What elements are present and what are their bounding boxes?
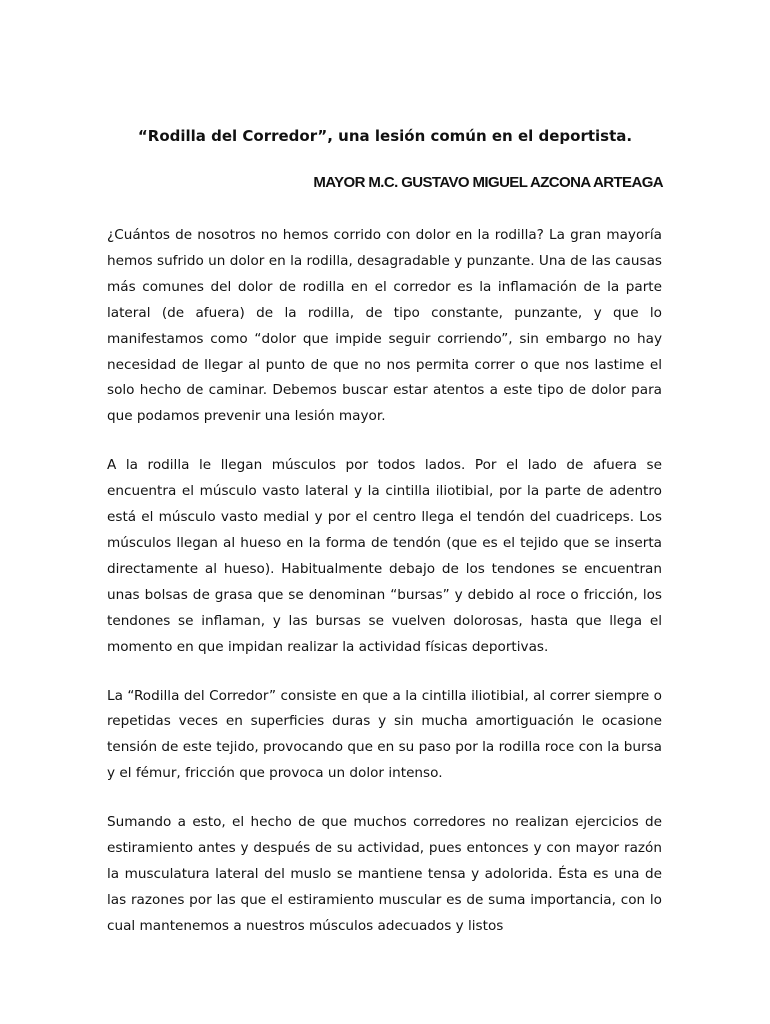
document-author: MAYOR M.C. GUSTAVO MIGUEL AZCONA ARTEAGA bbox=[313, 174, 663, 191]
document-body bbox=[107, 223, 662, 963]
paragraph: La “Rodilla del Corredor” consiste en que a la cintilla iliotibial, al correr siempre o repetidas veces en superficies duras y sin mucha amortiguación le ocasione tensión de este tejido, provocando que en su paso por la rodilla roce con la bursa y el fémur, fricción que provoca un dolor intenso. bbox=[107, 687, 662, 782]
paragraph: A la rodilla le llegan músculos por todos lados. Por el lado de afuera se encuentra el músculo vasto lateral y la cintilla iliotibial, por la parte de adentro está el músculo vasto medial y por el centro llega el tendón del cuadriceps. Los músculos llegan al hueso en la forma de tendón (que es el tejido que se inserta directamente al hueso). Habitualmente debajo de los tendones se encuentran unas bolsas de grasa que se denominan “bursas” y debido al roce o fricción, los tendones se inflaman, y las bursas se vuelven dolorosas, hasta que llega el momento en que impidan realizar la actividad físicas deportivas. bbox=[107, 457, 662, 655]
paragraph: Sumando a esto, el hecho de que muchos corredores no realizan ejercicios de estiramiento antes y después de su actividad, pues entonces y con mayor razón la musculatura lateral del muslo se mantiene tensa y adolorida. Ésta es una de las razones por las que el estiramiento muscular es de suma importancia, con lo cual mantenemos a nuestros músculos adecuados y listos bbox=[107, 814, 662, 934]
paragraph: ¿Cuántos de nosotros no hemos corrido con dolor en la rodilla? La gran mayoría hemos sufrido un dolor en la rodilla, desagradable y punzante. Una de las causas más comunes del dolor de rodilla en el corredor es la inflamación de la parte lateral (de afuera) de la rodilla, de tipo constante, punzante, y que lo manifestamos como “dolor que impide seguir corriendo”, sin embargo no hay necesidad de llegar al punto de que no nos permita correr o que nos lastime el solo hecho de caminar. Debemos buscar estar atentos a este tipo de dolor para que podamos prevenir una lesión mayor. bbox=[107, 227, 662, 425]
document-title: “Rodilla del Corredor”, una lesión común en el deportista. bbox=[137, 127, 633, 145]
